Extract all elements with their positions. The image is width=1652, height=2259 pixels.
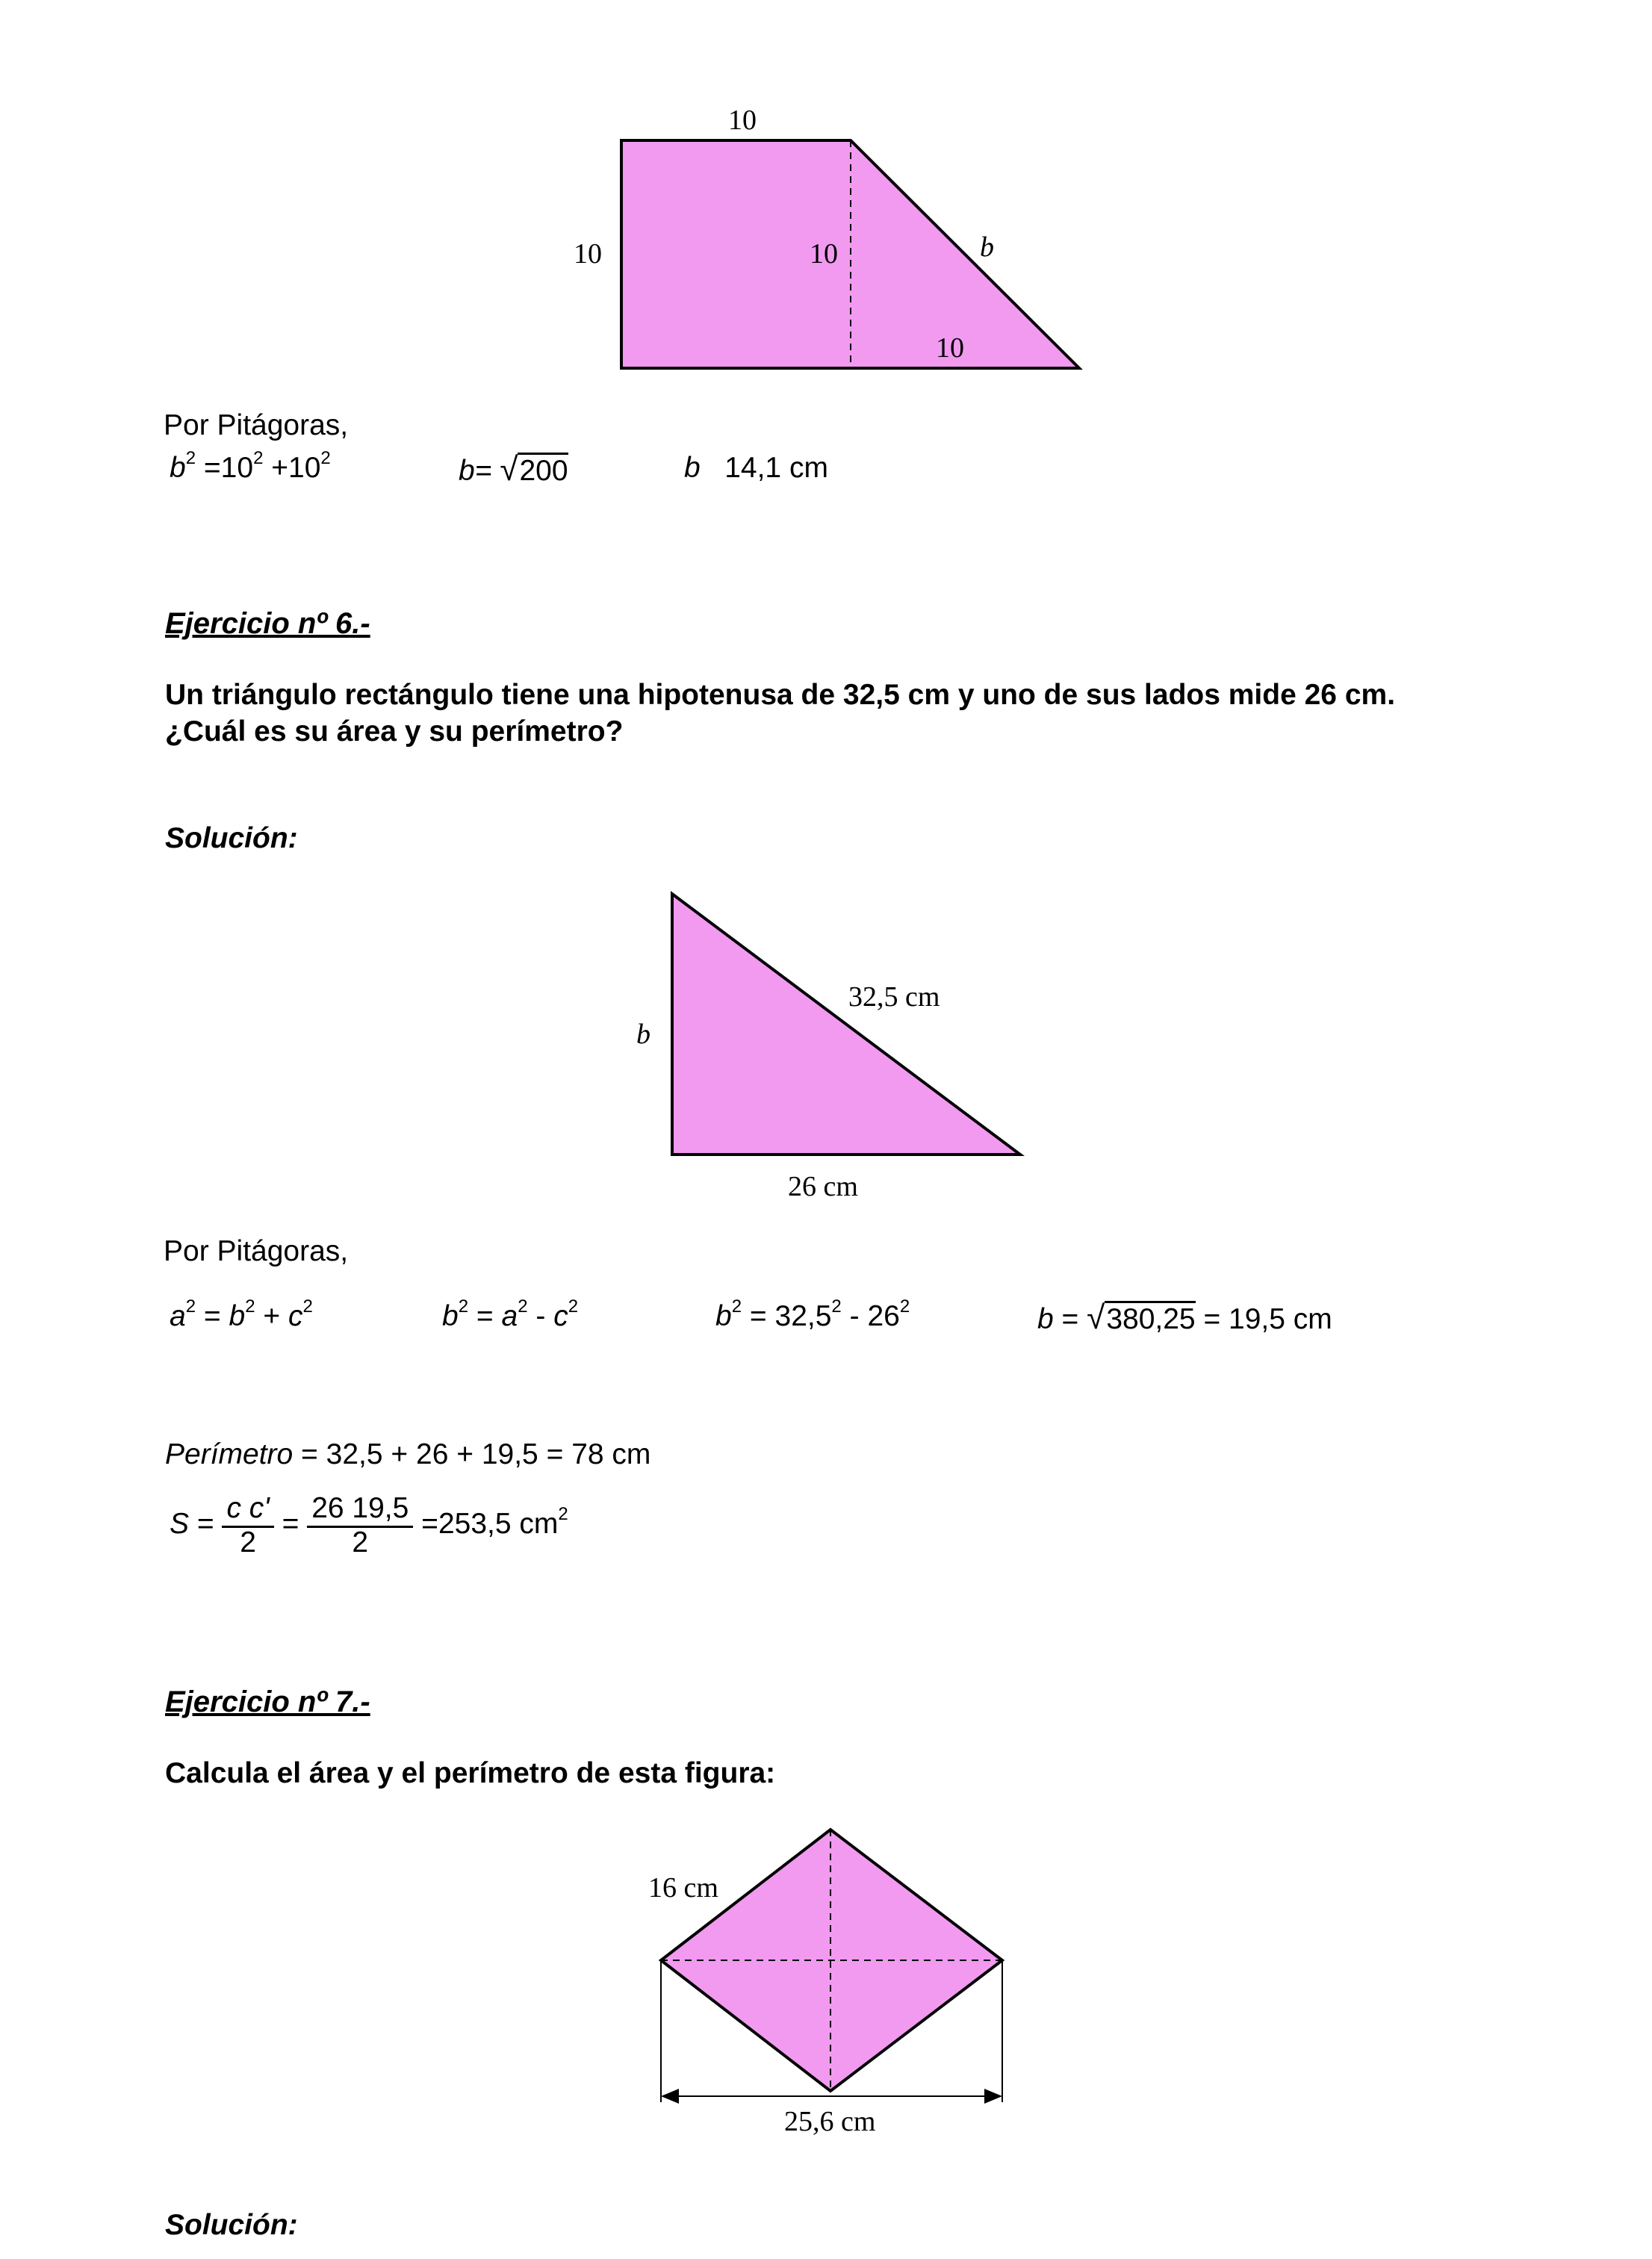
var-b: b: [170, 452, 186, 484]
exp: 2: [731, 1296, 742, 1317]
exp: 2: [253, 448, 264, 468]
exercise-6-statement-line2: ¿Cuál es su área y su perímetro?: [165, 715, 624, 748]
var: c: [288, 1300, 303, 1332]
exercise-7-statement: Calcula el área y el perímetro de esta figura:: [165, 1757, 776, 1789]
var-b: b: [684, 452, 701, 484]
exercise-7-heading: Ejercicio nº 7.-: [165, 1685, 370, 1718]
exp: 2: [245, 1296, 255, 1317]
exp: 2: [458, 1296, 469, 1317]
op: =: [273, 1507, 308, 1540]
exp: 2: [320, 448, 331, 468]
eq-part: +10: [271, 452, 321, 484]
label-bottom: 10: [936, 332, 964, 364]
op: =: [196, 1300, 229, 1332]
equation-4: b = √380,25 = 19,5 cm: [1037, 1299, 1332, 1336]
var: b: [715, 1300, 732, 1332]
area-result: =253,5 cm: [413, 1507, 559, 1540]
op: =: [468, 1300, 502, 1332]
exp: 2: [899, 1296, 910, 1317]
op: = 32,5: [742, 1300, 832, 1332]
denominator: 2: [240, 1526, 256, 1559]
numerator: 26 19,5: [307, 1494, 413, 1528]
right-triangle-figure: [636, 894, 1020, 1202]
solution-label: Solución:: [165, 822, 298, 854]
fraction-2: [307, 1494, 413, 1557]
label-side-b: b: [636, 1019, 650, 1050]
denominator: 2: [352, 1526, 369, 1559]
label-base: 26 cm: [788, 1171, 858, 1202]
perimeter-label: Perímetro: [165, 1438, 294, 1470]
equation-b-result: [684, 453, 828, 482]
exp: 2: [302, 1296, 313, 1317]
var: a: [501, 1300, 518, 1332]
equation-b-root: b= √200: [459, 451, 568, 488]
exp: 2: [185, 1296, 196, 1317]
op: - 26: [841, 1300, 900, 1332]
var-s: S: [170, 1507, 190, 1540]
pythagoras-intro: Por Pitágoras,: [164, 409, 349, 441]
eq-part: =10: [203, 452, 254, 484]
radicand: 200: [518, 453, 568, 487]
var: c: [553, 1300, 568, 1332]
lhs: b=: [459, 455, 492, 487]
triangle-shape: [672, 894, 1020, 1155]
equation-3: [715, 1296, 910, 1332]
perimeter-line: [165, 1440, 650, 1469]
var: b: [229, 1300, 246, 1332]
var: b: [442, 1300, 459, 1332]
var: b: [1037, 1303, 1054, 1335]
exp: 2: [518, 1296, 528, 1317]
label-hypotenuse: b: [980, 232, 994, 263]
rhombus-figure: [648, 1830, 1002, 2137]
trapezoid-figure: [574, 105, 1079, 368]
equation-2: [442, 1296, 579, 1332]
numerator: c c': [222, 1494, 273, 1528]
label-top: 10: [728, 105, 757, 136]
label-left: 10: [574, 238, 602, 270]
var: a: [170, 1300, 186, 1332]
op: =: [1053, 1303, 1087, 1335]
exercise-6-statement-line1: Un triángulo rectángulo tiene una hipotenusa de 32,5 cm y uno de sus lados mide 26 cm.: [165, 679, 1396, 711]
area-line: [170, 1494, 568, 1557]
pythagoras-intro: Por Pitágoras,: [164, 1235, 349, 1267]
equation-b-squared: [170, 448, 331, 484]
fraction-1: [222, 1494, 273, 1557]
exp: 2: [831, 1296, 842, 1317]
exp: 2: [568, 1296, 579, 1317]
radicand: 380,25: [1105, 1301, 1195, 1335]
label-middle: 10: [810, 238, 838, 270]
label-hypotenuse: 32,5 cm: [848, 981, 940, 1013]
exercise-6-heading: Ejercicio nº 6.-: [165, 607, 370, 640]
exp: 2: [558, 1503, 568, 1524]
op: =: [189, 1507, 223, 1540]
perimeter-expression: = 32,5 + 26 + 19,5 = 78 cm: [293, 1438, 651, 1470]
result: = 19,5 cm: [1195, 1303, 1332, 1335]
result: 14,1 cm: [724, 452, 828, 484]
equation-1: [170, 1296, 313, 1332]
solution-label: Solución:: [165, 2209, 298, 2241]
label-side: 16 cm: [648, 1872, 718, 1904]
op: -: [527, 1300, 554, 1332]
exp: 2: [185, 448, 196, 468]
op: +: [255, 1300, 289, 1332]
label-diagonal: 25,6 cm: [784, 2106, 876, 2137]
